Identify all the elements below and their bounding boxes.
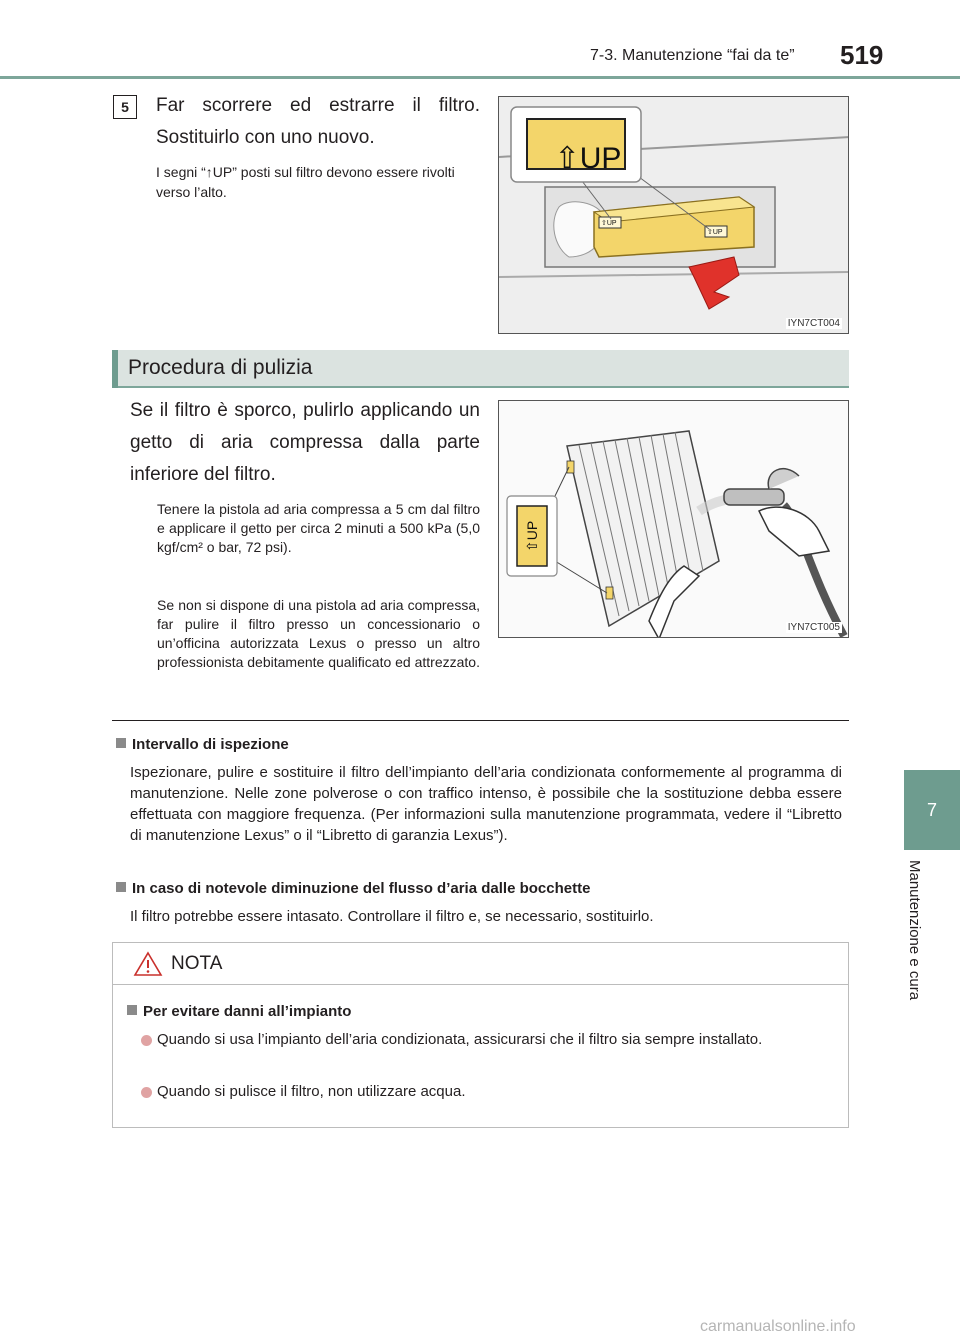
up-label-small-right: ⇧UP (707, 229, 723, 236)
section-title: Procedura di pulizia (128, 356, 313, 379)
info-text-airflow: Il filtro potrebbe essere intasato. Controllare il filtro e, se necessario, sostituirlo. (130, 908, 654, 925)
filter-extraction-illustration (498, 96, 849, 334)
round-bullet-icon (141, 1035, 152, 1046)
nota-header (113, 943, 848, 985)
filter-cleaning-drawing (499, 401, 849, 638)
square-bullet-icon (116, 882, 126, 892)
step-instruction: Far scorrere ed estrarre il filtro. Sostituirlo con uno nuovo. (156, 95, 480, 148)
chapter-number: 7 (926, 799, 937, 820)
watermark: carmanualsonline.info (700, 1318, 856, 1335)
nota-subheading: Per evitare danni all’impianto (127, 1003, 351, 1020)
step-note: I segni “↑UP” posti sul filtro devono essere rivolti verso l’alto. (156, 164, 455, 200)
step-number-box: 5 (113, 95, 137, 119)
figure-code: IYN7CT004 (787, 318, 840, 329)
info-heading-inspection: Intervallo di ispezione (116, 736, 289, 753)
info-text-inspection: Ispezionare, pulire e sostituire il filtro dell’impianto dell’aria condizionata conformemente al programma di manutenzione. Nelle zone polverose o con traffico intenso, è possibile che la sostituzione debba essere effettuata con maggiore frequenza. (Per informazioni sulla manutenzione programmata, vedere il “Libretto di manutenzione Lexus” o il “Libretto di garanzia Lexus”). (130, 764, 842, 844)
chapter-tab[interactable] (904, 770, 960, 850)
up-label-small-left: ⇧UP (601, 220, 617, 227)
filter-cleaning-illustration (498, 400, 849, 638)
nota-item-no-water: Quando si pulisce il filtro, non utilizzare acqua. (157, 1083, 466, 1100)
up-label-large: ⇧UP (554, 141, 622, 175)
chapter-label: Manutenzione e cura (906, 860, 923, 1001)
warning-triangle-icon (133, 951, 163, 977)
page-number: 519 (840, 40, 884, 70)
square-bullet-icon (127, 1005, 137, 1015)
section-heading-bar (112, 350, 849, 388)
nota-item-installed: Quando si usa l’impianto dell’aria condizionata, assicurarsi che il filtro sia sempre installato. (157, 1031, 763, 1048)
square-bullet-icon (116, 738, 126, 748)
round-bullet-icon (141, 1087, 152, 1098)
figure-code: IYN7CT005 (787, 622, 840, 633)
cleaning-instruction: Se il filtro è sporco, pulirlo applicando un getto di aria compressa dalla parte inferiore del filtro. (130, 400, 480, 485)
info-heading-airflow: In caso di notevole diminuzione del flusso d’aria dalle bocchette (116, 880, 590, 897)
content-divider (112, 720, 849, 721)
cleaning-note-dealer: Se non si dispone di una pistola ad aria compressa, far pulire il filtro presso un concessionario o un’officina autorizzata Lexus o presso un altro professionista debitamente qualificato ed attrezzato. (157, 597, 480, 670)
up-label-large: ⇧UP (524, 520, 540, 552)
cleaning-note-pressure: Tenere la pistola ad aria compressa a 5 cm dal filtro e applicare il getto per circa 2 minuti a 500 kPa (5,0 kgf/cm² o bar, 72 psi). (157, 501, 480, 555)
header-section-title: 7-3. Manutenzione “fai da te” (590, 47, 795, 64)
nota-title: NOTA (171, 953, 223, 974)
section-accent (112, 350, 118, 388)
header-divider (0, 76, 960, 79)
nota-box (112, 942, 849, 1128)
